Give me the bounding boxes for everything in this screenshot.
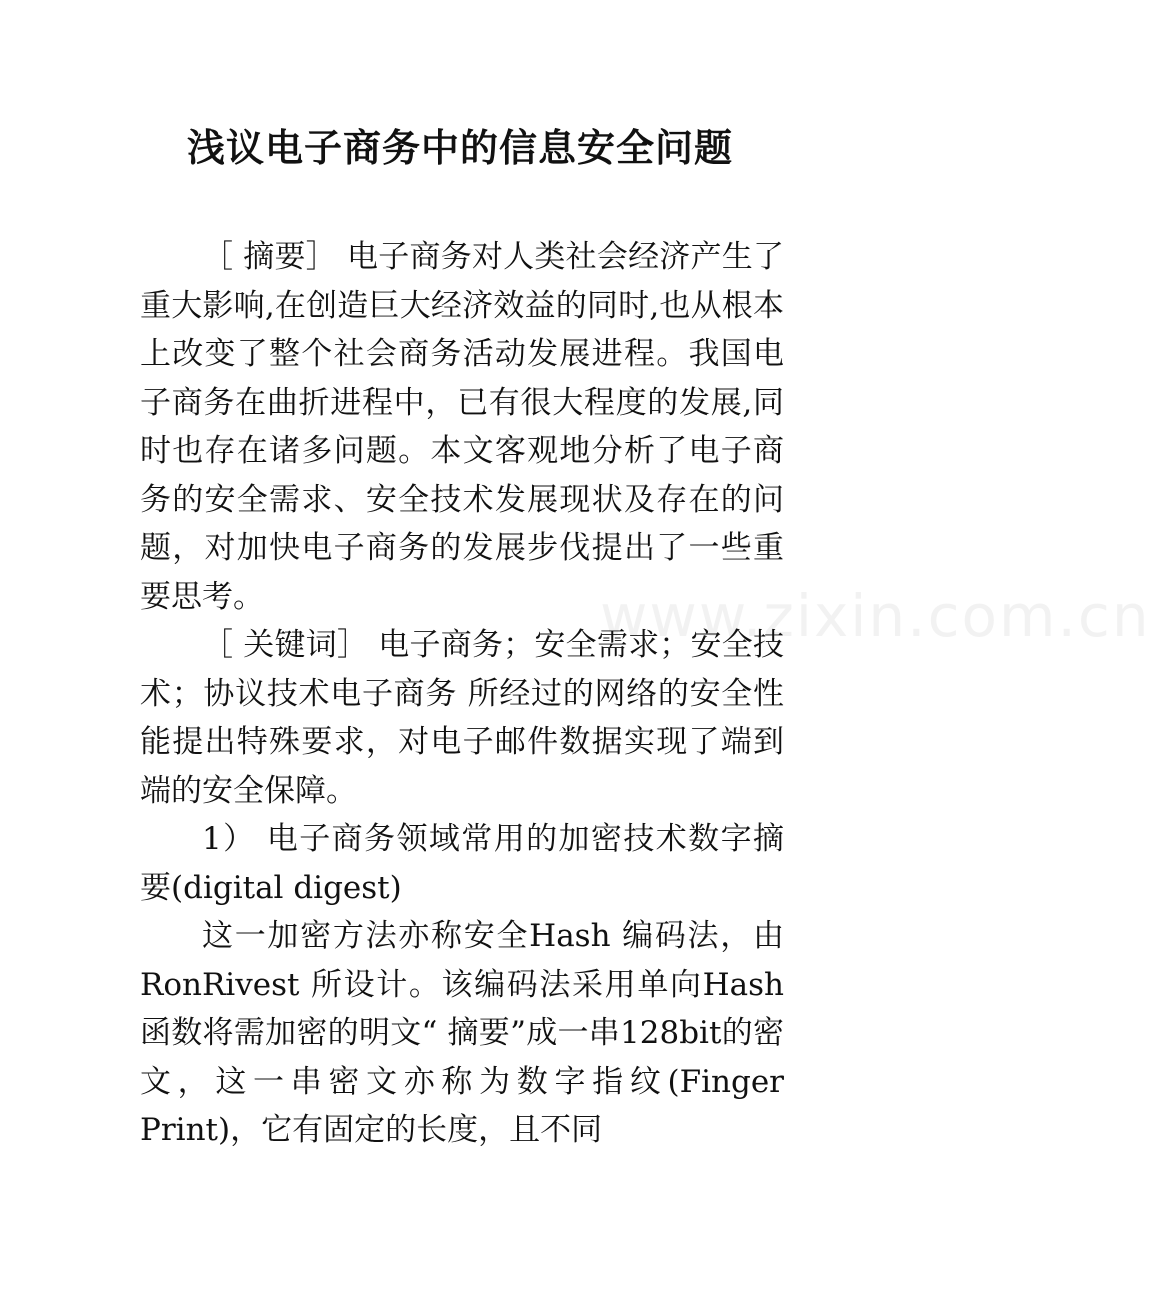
document-title: 浅议电子商务中的信息安全问题 [186, 126, 733, 170]
watermark-text: www.zixin.com.cn [600, 582, 1151, 650]
hash-paragraph: 这一加密方法亦称安全Hash 编码法，由RonRivest 所设计。该编码法采用单向Hash 函数将需加密的明文“ 摘要”成一串128bit的密文，这一串密文亦称为数字指纹(Finger Print)，它有固定的长度，且不同 [140, 918, 784, 1148]
document-body [140, 233, 784, 1155]
abstract-paragraph: ［ 摘要］ 电子商务对人类社会经济产生了重大影响,在创造巨大经济效益的同时,也从根本上改变了整个社会商务活动发展进程。我国电子商务在曲折进程中，已有很大程度的发展,同时也存在诸多问题。本文客观地分析了电子商务的安全需求、安全技术发展现状及存在的问题，对加快电子商务的发展步伐提出了一些重要思考。 [140, 239, 784, 615]
section-heading-encryption: 1） 电子商务领域常用的加密技术数字摘要(digital digest) [140, 821, 784, 906]
keywords-paragraph: ［ 关键词］ 电子商务；安全需求；安全技术；协议技术电子商务 所经过的网络的安全性能提出特殊要求，对电子邮件数据实现了端到端的安全保障。 [140, 627, 784, 809]
